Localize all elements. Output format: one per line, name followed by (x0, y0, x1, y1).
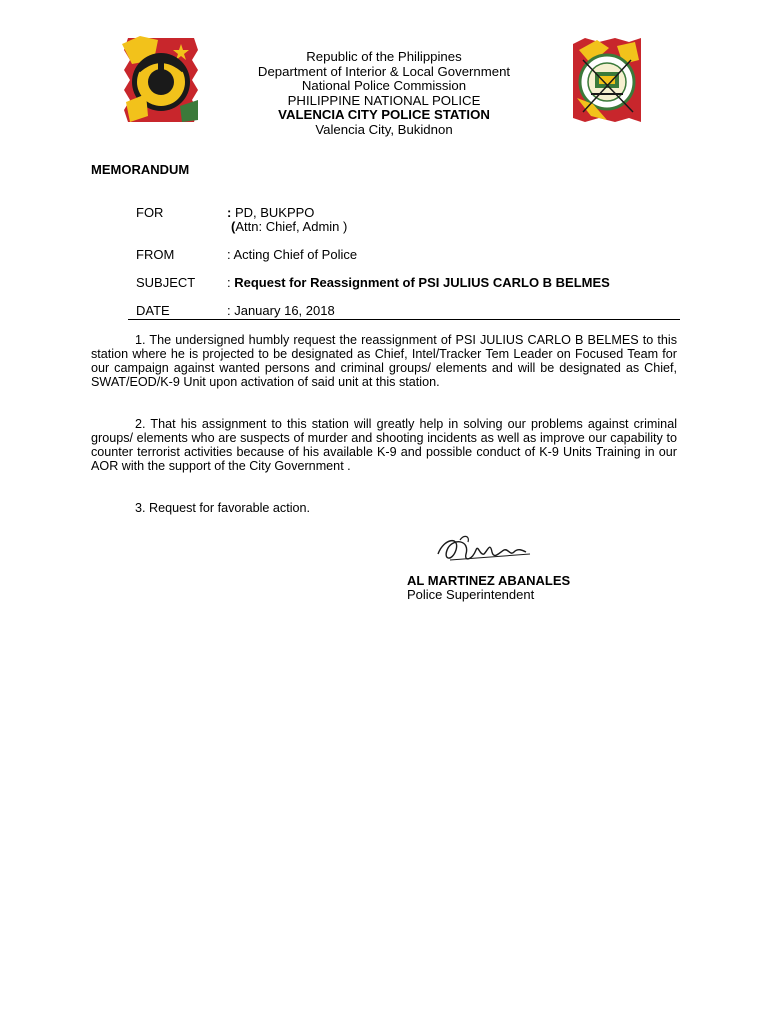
header-location: Valencia City, Bukidnon (315, 121, 453, 137)
subject-colon: : (227, 275, 235, 290)
date-value: : January 16, 2018 (227, 303, 335, 318)
signature-icon (430, 530, 535, 570)
for-recipient: PD, BUKPPO (231, 205, 315, 220)
signatory-name: AL MARTINEZ ABANALES (407, 573, 571, 588)
paragraph-3 (91, 502, 677, 516)
header-pnp: PHILIPPINE NATIONAL POLICE (287, 92, 481, 108)
signatory-title: Police Superintendent (407, 587, 535, 602)
for-colon: : (227, 205, 232, 220)
subject-value (227, 275, 610, 290)
subject-text: Request for Reassignment of PSI JULIUS CARLO B BELMES (234, 275, 610, 290)
pnp-logo-icon (118, 30, 204, 126)
paragraph-3-text: 3. Request for favorable action. (135, 501, 311, 515)
paragraph-2 (91, 418, 677, 474)
police-station-seal-icon (569, 34, 645, 126)
for-attn-text: Attn: Chief, Admin ) (235, 219, 348, 234)
paragraph-1 (91, 334, 677, 390)
header-station: VALENCIA CITY POLICE STATION (278, 107, 490, 123)
header-divider (128, 319, 680, 320)
header-commission: National Police Commission (301, 78, 467, 94)
from-label: FROM (136, 247, 175, 262)
subject-label: SUBJECT (136, 275, 196, 290)
header-republic: Republic of the Philippines (306, 49, 462, 64)
for-label: FOR (136, 205, 164, 220)
header-department: Department of Interior & Local Government (257, 63, 511, 79)
paragraph-2-text: 2. That his assignment to this station will greatly help in solving our problems against criminal groups/ elements who are suspects of murder and shooting incidents as well as improve our capability to counter terrorist activities because of his available K-9 and possible conduct of K-9 Units Training in our AOR with the support of the City Government . (91, 417, 677, 473)
memo-title: MEMORANDUM (91, 162, 190, 177)
for-attn (231, 219, 347, 234)
paragraph-1-text: 1. The undersigned humbly request the reassignment of PSI JULIUS CARLO B BELMES to this station where he is projected to be designated as Chief, Intel/Tracker Tem Leader on Focused Team for our campaign against wanted persons and criminal groups/ elements and will be designated as Chief, SWAT/EOD/K-9 Unit upon activation of said unit at this station. (91, 333, 677, 389)
date-label: DATE (136, 303, 170, 318)
from-value: : Acting Chief of Police (227, 247, 358, 262)
letterhead (200, 50, 568, 138)
for-value (227, 205, 314, 220)
for-attn-paren: ( (231, 219, 236, 234)
